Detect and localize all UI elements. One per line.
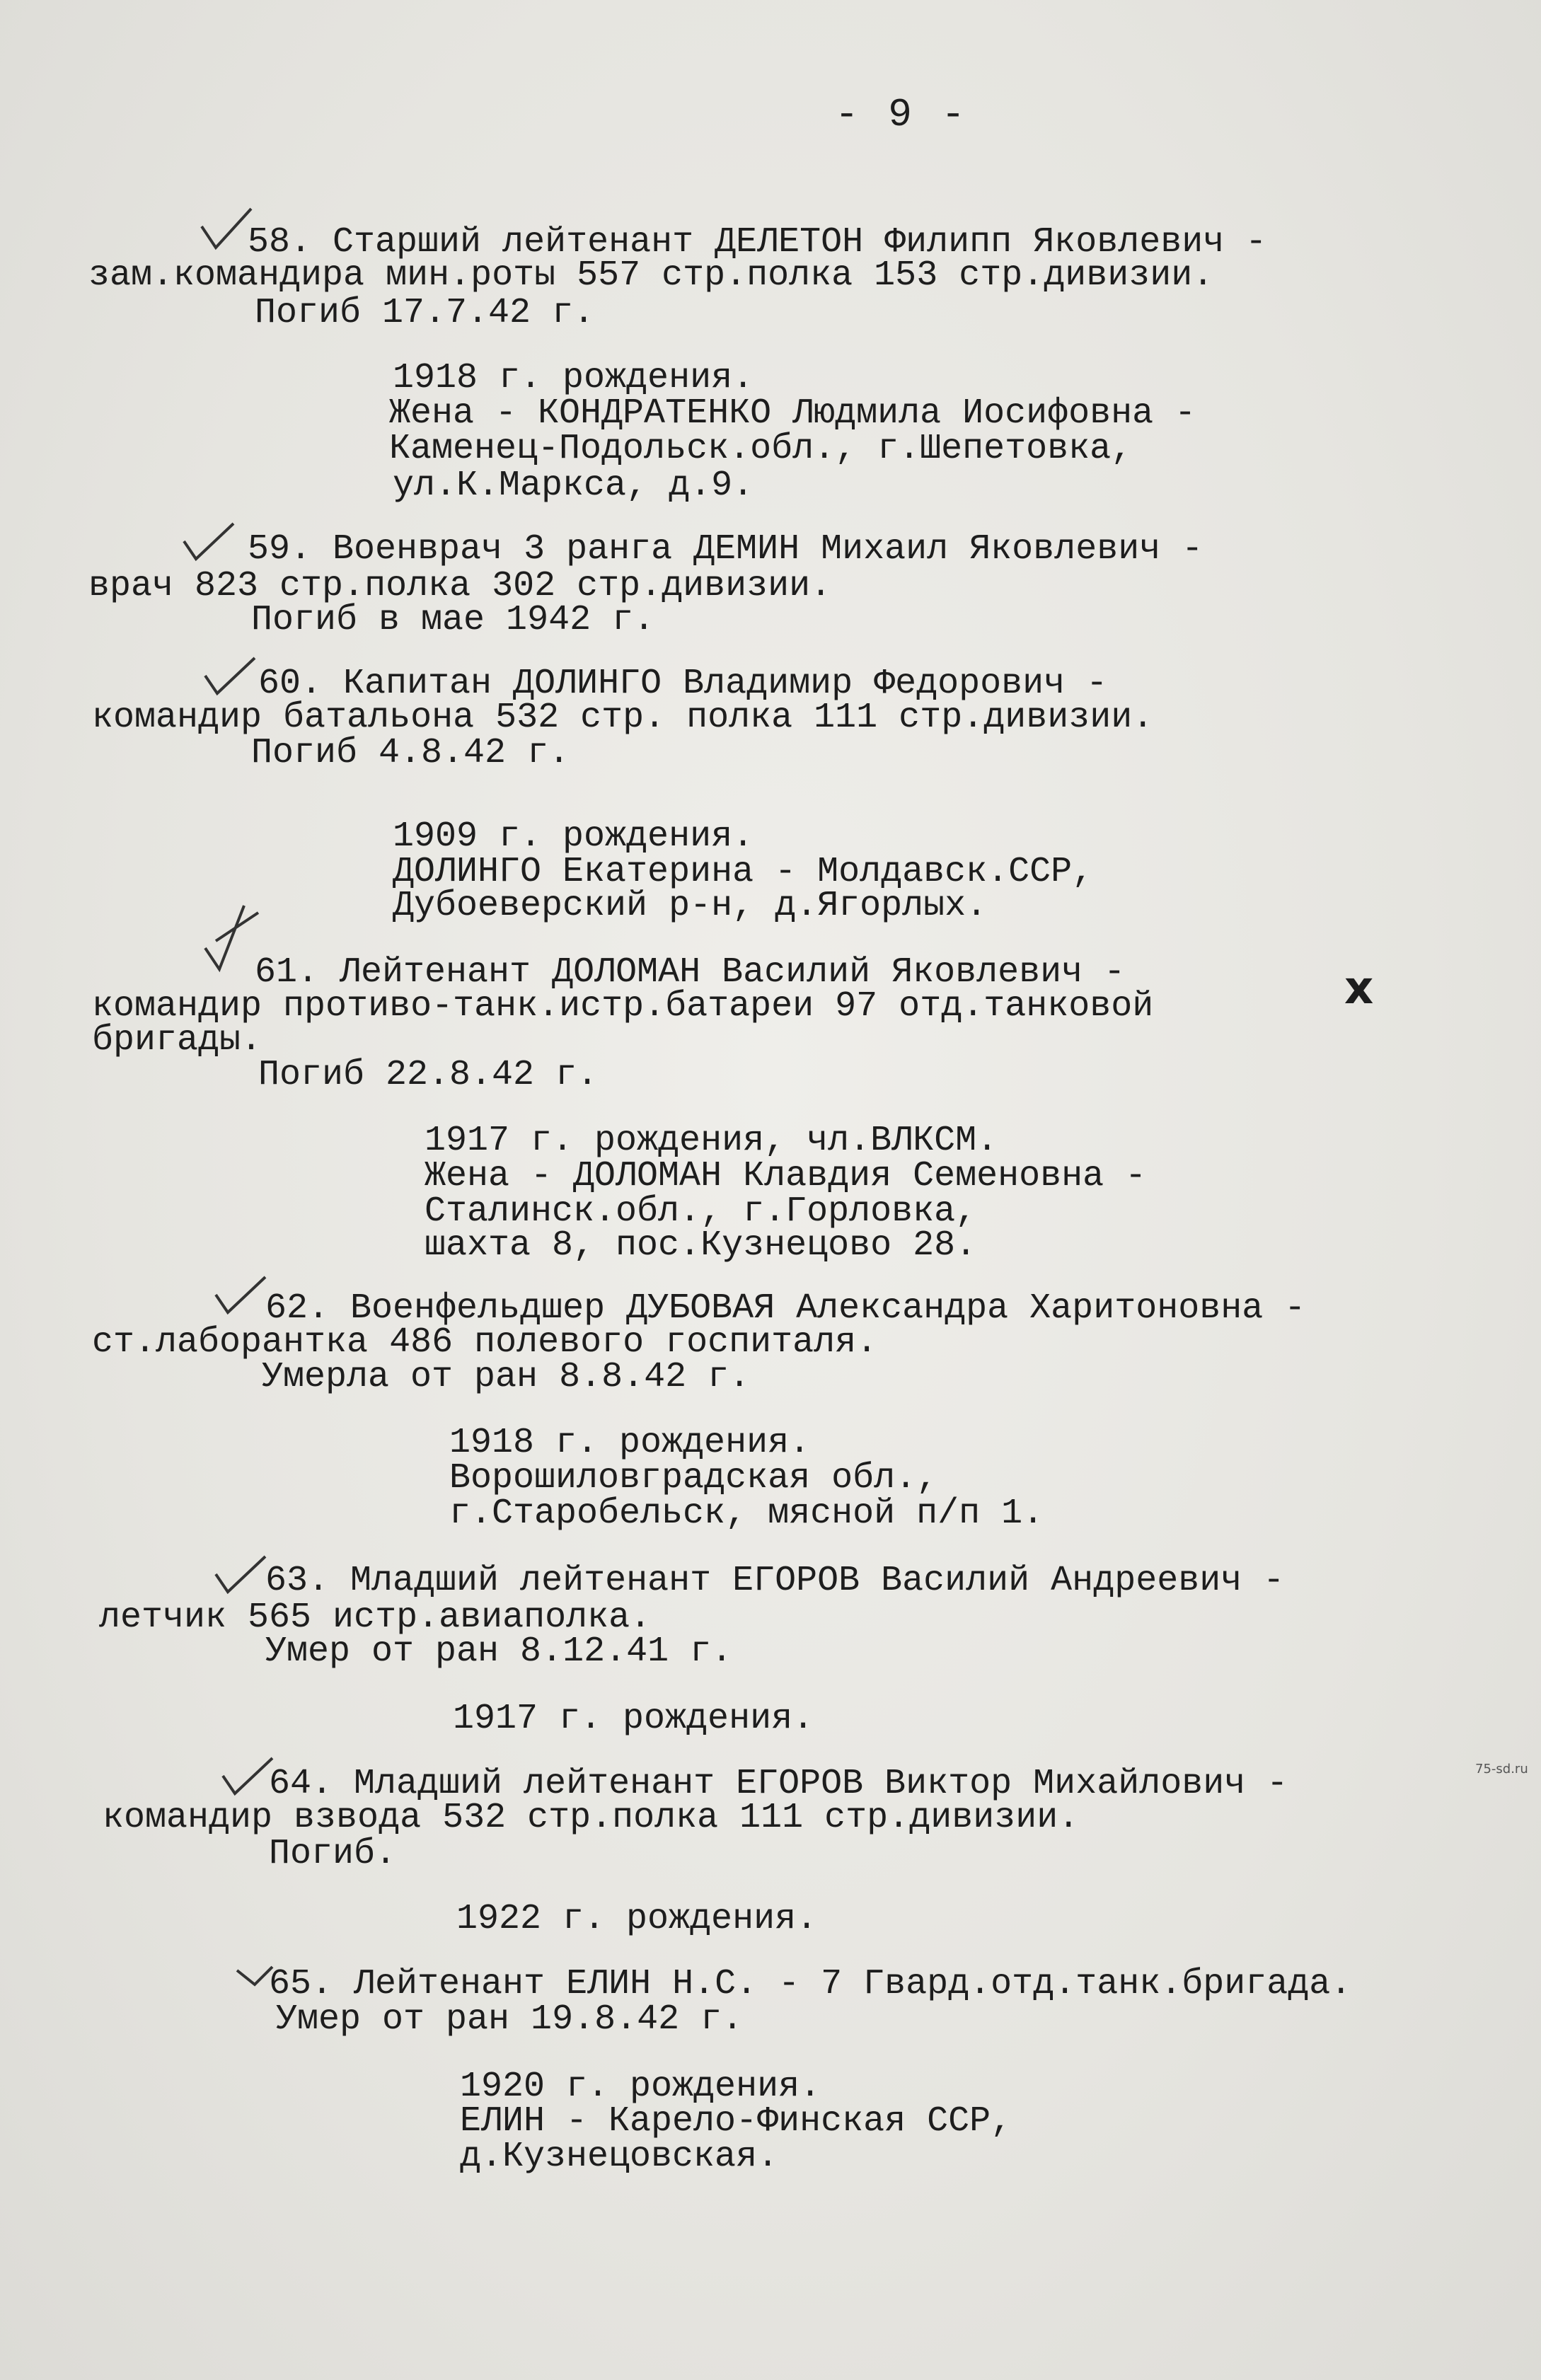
entry-line: Погиб в мае 1942 г. bbox=[251, 600, 655, 640]
entry-line: 61. Лейтенант ДОЛОМАН Василий Яковлевич - bbox=[255, 952, 1126, 993]
check-mark-icon bbox=[180, 520, 237, 562]
entry-line: 65. Лейтенант ЕЛИН Н.С. - 7 Гвард.отд.танк.бригада. bbox=[269, 1964, 1352, 2004]
entry-line: ДОЛИНГО Екатерина - Молдавск.ССР, bbox=[393, 852, 1094, 892]
entry-line: Ворошиловградская обл., bbox=[449, 1458, 938, 1498]
entry-line: г.Старобельск, мясной п/п 1. bbox=[449, 1494, 1044, 1534]
entry-line: ул.К.Маркса, д.9. bbox=[393, 466, 754, 506]
entry-line: 1922 г. рождения. bbox=[456, 1899, 818, 1939]
check-mark-icon bbox=[233, 1963, 276, 1992]
entry-line: 64. Младший лейтенант ЕГОРОВ Виктор Михайлович - bbox=[269, 1764, 1288, 1804]
entry-line: Погиб 4.8.42 г. bbox=[251, 733, 570, 773]
entry-line: бригады. bbox=[92, 1020, 262, 1061]
check-mark-icon bbox=[212, 1553, 269, 1595]
check-mark-icon bbox=[198, 205, 255, 255]
entry-line: летчик 565 истр.авиаполка. bbox=[99, 1598, 652, 1638]
page-number: - 9 - bbox=[835, 92, 969, 137]
entry-line: командир взвода 532 стр.полка 111 стр.дивизии. bbox=[103, 1798, 1080, 1838]
entry-line: 62. Военфельдшер ДУБОВАЯ Александра Харитоновна - bbox=[265, 1288, 1306, 1329]
entry-line: 63. Младший лейтенант ЕГОРОВ Василий Андреевич - bbox=[265, 1561, 1285, 1601]
entry-line: 1920 г. рождения. bbox=[460, 2067, 821, 2107]
check-mark-icon bbox=[202, 899, 265, 976]
entry-line: 1917 г. рождения, чл.ВЛКСМ. bbox=[425, 1121, 998, 1161]
entry-line: Погиб 17.7.42 г. bbox=[255, 293, 595, 333]
entry-line: 59. Военврач 3 ранга ДЕМИН Михаил Яковлевич - bbox=[248, 529, 1204, 570]
entry-line: 58. Старший лейтенант ДЕЛЕТОН Филипп Яковлевич - bbox=[248, 222, 1267, 262]
entry-line: Сталинск.обл., г.Горловка, bbox=[425, 1191, 977, 1232]
entry-line: командир противо-танк.истр.батареи 97 отд.танковой bbox=[92, 986, 1154, 1027]
check-mark-icon bbox=[219, 1755, 276, 1797]
margin-mark: х bbox=[1344, 962, 1374, 1015]
entry-line: зам.командира мин.роты 557 стр.полка 153 стр.дивизии. bbox=[88, 255, 1214, 296]
entry-line: Умер от ран 8.12.41 г. bbox=[265, 1631, 733, 1672]
entry-line: врач 823 стр.полка 302 стр.дивизии. bbox=[88, 566, 832, 606]
entry-line: Погиб 22.8.42 г. bbox=[258, 1055, 599, 1095]
entry-line: 60. Капитан ДОЛИНГО Владимир Федорович - bbox=[258, 664, 1108, 704]
entry-line: ст.лаборантка 486 полевого госпиталя. bbox=[92, 1322, 878, 1363]
entry-line: Жена - ДОЛОМАН Клавдия Семеновна - bbox=[425, 1156, 1147, 1196]
entry-line: Умер от ран 19.8.42 г. bbox=[276, 1999, 744, 2040]
check-mark-icon bbox=[212, 1273, 269, 1316]
entry-line: Жена - КОНДРАТЕНКО Людмила Иосифовна - bbox=[389, 393, 1196, 434]
entry-line: 1917 г. рождения. bbox=[453, 1699, 814, 1739]
entry-line: ЕЛИН - Карело-Финская ССР, bbox=[460, 2101, 1012, 2142]
entry-line: 1918 г. рождения. bbox=[393, 358, 754, 398]
entry-line: 1909 г. рождения. bbox=[393, 816, 754, 857]
entry-line: д.Кузнецовская. bbox=[460, 2137, 779, 2177]
entry-line: Дубоеверский р-н, д.Ягорлых. bbox=[393, 886, 988, 926]
entry-line: командир батальона 532 стр. полка 111 стр.дивизии. bbox=[92, 698, 1154, 738]
watermark-site: 75-sd.ru bbox=[1475, 1762, 1528, 1777]
entry-line: шахта 8, пос.Кузнецово 28. bbox=[425, 1225, 977, 1266]
entry-line: Каменец-Подольск.обл., г.Шепетовка, bbox=[389, 429, 1133, 469]
entry-line: Погиб. bbox=[269, 1834, 397, 1874]
entry-line: Умерла от ран 8.8.42 г. bbox=[262, 1357, 751, 1397]
entry-line: 1918 г. рождения. bbox=[449, 1423, 811, 1463]
check-mark-icon bbox=[202, 654, 258, 697]
